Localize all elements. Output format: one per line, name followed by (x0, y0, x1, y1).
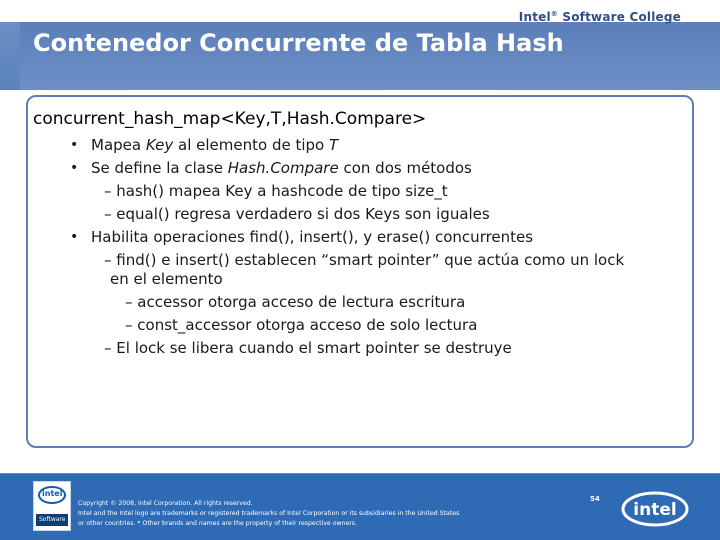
sub-lock-release: – El lock se libera cuando el smart pointer se destruye (104, 339, 512, 357)
college-brand-mark: ® (550, 10, 558, 18)
intel-software-logo: intel Software (33, 481, 71, 531)
sub-const-accessor: – const_accessor otorga acceso de solo lectura (125, 316, 478, 334)
accessor-term: accessor (137, 293, 204, 311)
copyright-line-3: or other countries. * Other brands and names are the property of their respective owners. (78, 520, 358, 527)
slide-content (33, 108, 683, 360)
bullet-habilita: • Habilita operaciones find(), insert(), y erase() concurrentes (33, 226, 683, 249)
sub-find-insert-cont: en el elemento (110, 270, 223, 288)
sub-find-insert: – find() e insert() establecen “smart pointer” que actúa como un lock (104, 251, 625, 269)
sub-hash: – hash() mapea Key a hashcode de tipo size_t (104, 182, 448, 200)
college-brand: Intel (518, 10, 551, 24)
slide-title: Contenedor Concurrente de Tabla Hash (33, 29, 564, 57)
bullet-dot-icon: • (70, 160, 79, 176)
content-heading: concurrent_hash_map<Key,T,Hash.Compare> (33, 109, 427, 129)
sub-accessor: – accessor otorga acceso de lectura escritura (125, 293, 466, 311)
college-name: Software College (562, 10, 681, 24)
college-label (519, 10, 681, 24)
copyright-line-2: Intel and the Intel logo are trademarks or registered trademarks of Intel Corporation or its subsidiaries in the United States (78, 510, 460, 517)
bullet-dot-icon: • (70, 229, 79, 245)
intel-logo-text: intel (633, 500, 677, 520)
bullet-define-clase: • Se define la clase Hash.Compare con dos métodos (33, 157, 683, 180)
intel-logo (620, 490, 690, 528)
page-number: 54 (590, 495, 600, 503)
copyright-line-1: Copyright © 2008, Intel Corporation. All rights reserved. (78, 500, 253, 507)
copyright-notice (78, 499, 598, 529)
bullet-mapea: • Mapea Key al elemento de tipo T (33, 134, 683, 157)
const-accessor-term: const_accessor (137, 316, 252, 334)
sub-equal: – equal() regresa verdadero si dos Keys son iguales (104, 205, 490, 223)
bullet-dot-icon: • (70, 137, 79, 153)
